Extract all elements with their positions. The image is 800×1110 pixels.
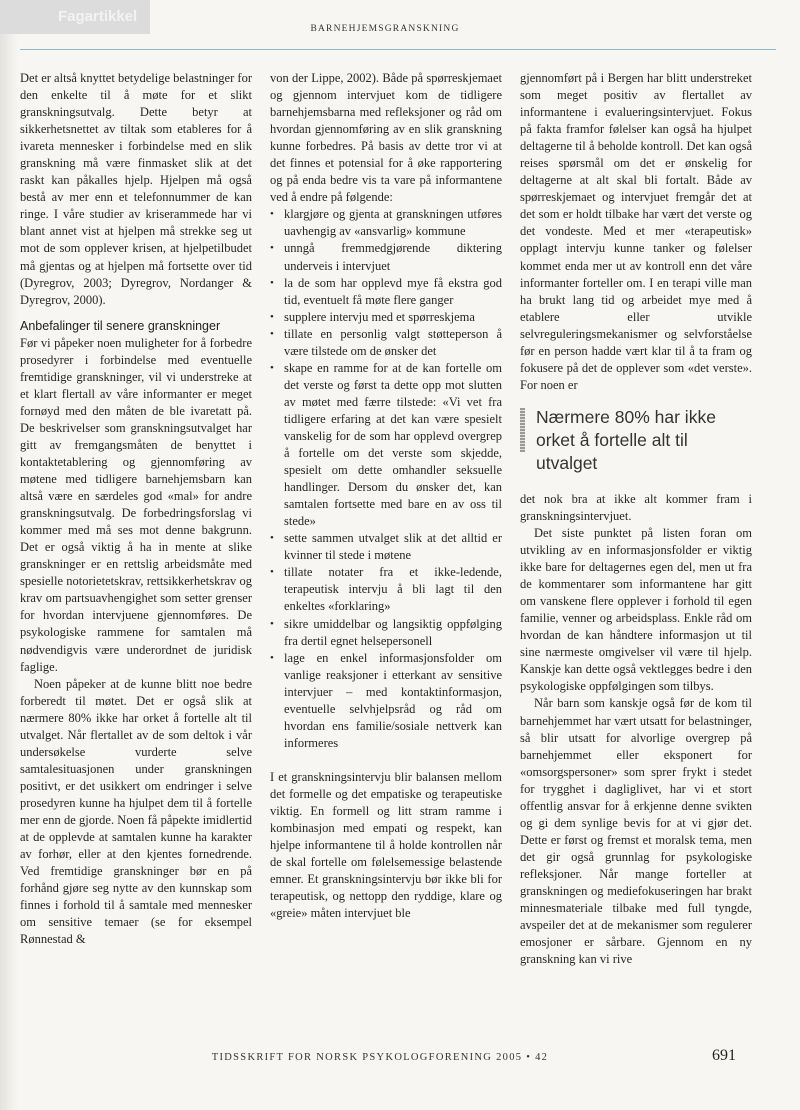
pull-quote-text: Nærmere 80% har ikke orket å fortelle alt til utvalget <box>536 406 716 473</box>
column-2 <box>270 70 502 922</box>
bullet-icon: • <box>270 208 274 221</box>
list-item: • unngå fremmedgjørende diktering underveis i intervjuet <box>270 241 502 273</box>
header-rule <box>20 49 776 50</box>
column-3 <box>520 70 752 968</box>
paragraph: Det siste punktet på listen foran om utvikling av en informasjonsfolder er viktig ikke bare for deltagernes egen del, men ut fra de kommentarer som informantene har gitt om vanskene flere opplever i forhold til egen familie, venner og arbeidsplass. Enkle råd om hvordan de kan håndtere informasjon ut til sine nærmeste omgivelser vil være til hjelp. Kanskje kan dette også vektlegges bedre i den psykologiske oppfølgingen som tilbys. <box>520 525 752 694</box>
bullet-icon: • <box>270 276 274 289</box>
list-item: • la de som har opplevd mye få ekstra god tid, eventuelt få møte flere ganger <box>270 275 502 307</box>
bullet-icon: • <box>270 566 274 579</box>
paragraph: Noen påpeker at de kunne blitt noe bedre forberedt til møtet. Det er også slik at nærmere 80% ikke har orket å fortelle alt til utvalget. Når flertallet av de som deltok i vår undersøkelse vurderte selve samtalesituasjonen under granskningen positivt, er det usikkert om endringer i selve prosedyren kunne ha hjulpet dem til å fortelle mer enn de gjorde. Noen få påpekte imidlertid at de opplevde at samtalen kunne ha karakter av forhør, eller at den kjentes fornedrende. Ved fremtidige granskninger bør en på forhånd gjøre seg nytte av den kunnskap som finnes i forhold til å samtale med mennesker om sensitive temaer (se for eksempel Rønnestad & <box>20 676 252 947</box>
list-item: • skape en ramme for at de kan fortelle om det verste og først ta dette opp mot slutten av møtet med færre tilstede: «Vi vet fra tidligere erfaring at det kan være spesielt vanskelig for de som har opplevd overgrep å fortelle om det verste som skjedde, spesielt om dette omhandler seksuelle handlinger. Dersom du ønsker det, kan samtalen fortsette med bare en av oss til stede» <box>270 360 502 529</box>
list-item: • klargjøre og gjenta at granskningen utføres uavhengig av «ansvarlig» kommune <box>270 207 502 239</box>
list-item: • sette sammen utvalget slik at det alltid er kvinner til stede i møtene <box>270 531 502 563</box>
list-item: • lage en enkel informasjonsfolder om vanlige reaksjoner i etterkant av sensitive intervjuer – med kontaktinformasjon, eventuelle selvhjelpsråd og råd om hvordan ens familie/sosiale nettverk kan informeres <box>270 650 502 750</box>
list-item: • tillate en personlig valgt støtteperson å være tilstede om de ønsker det <box>270 326 502 358</box>
bullet-icon: • <box>270 617 274 630</box>
bullet-icon: • <box>270 532 274 545</box>
bullet-icon: • <box>270 310 274 323</box>
paragraph: Det er altså knyttet betydelige belastninger for den enkelte til å møte for et slikt granskningsutvalg. Dette betyr at sikkerhetsnettet av tiltak som etableres for å ivareta mennesker i forbindelse med en slik granskning må være finmasket slik at det raskt kan påkalles hjelp. Hjelpen må også bestå av mer enn et telefonnummer de kan ringe. I våre studier av kriserammede har vi blant annet vist at hjelpen må strekke seg ut mot de som opplever krisen, at hjelpetilbudet må gjentas og at hjelpen må fortsette over tid (Dyregrov, 2003; Dyregrov, Nordanger & Dyregrov, 2000). <box>20 71 252 307</box>
paragraph: Når barn som kanskje også før de kom til barnehjemmet har vært utsatt for belastninger, så blir utsatt for alvorlige overgrep på barnehjemmet eller eksponert for «omsorgspersoner» som sprer frykt i stedet for trygghet i dagliglivet, har vi et stort offentlig ansvar for å erkjenne denne svikten og gi dem synlige bevis for at vi gjør det. Dette er først og fremst et moralsk tema, men det gir også grunnlag for psykologiske refleksjoner. Når mange forteller at granskningen og mediefokuseringen har brakt minnesmateriale tilbake med full tyngde, avspeiler det at de mekanismer som regulerer emosjoner er sårbare. Gjennom en ny granskning kan vi rive <box>520 696 752 967</box>
list-item: • supplere intervju med et spørreskjema <box>270 309 502 326</box>
bullet-icon: • <box>270 327 274 340</box>
bullet-icon: • <box>270 651 274 664</box>
page-edge <box>0 0 18 1110</box>
journal-footer: TIDSSKRIFT FOR NORSK PSYKOLOGFORENING 2005 • 42 <box>211 1052 549 1063</box>
paragraph: I et granskningsintervju blir balansen mellom det formelle og det empatiske og terapeutiske viktig. En formell og litt stram ramme i kombinasjon med empati og respekt, kan hjelpe informantene til å holde kontrollen når de skal fortelle om følelsemessige belastende emner. Et granskningsintervju bør ikke bli for terapeutisk, og nettopp den ryddige, klare og «greie» måten intervjuet ble <box>270 769 502 921</box>
paragraph: von der Lippe, 2002). Både på spørreskjemaet og gjennom intervjuet kom de tidligere barnehjemsbarna med refleksjoner og råd om hvordan gjennomføring av en slik granskning kunne forbedres. På basis av dette tror vi at det finnes et potensial for å øke rapportering og på enda bedre vis ta vare på informantene ved å endre på følgende: <box>270 71 502 205</box>
running-head: BARNEHJEMSGRANSKNING <box>310 24 460 34</box>
bullet-icon: • <box>270 242 274 255</box>
pull-quote-bar <box>520 408 525 452</box>
paragraph: gjennomført på i Bergen har blitt understreket som meget positiv av flertallet av informantene i evalueringsintervjuet. Fokus på fakta framfor følelser kan også ha hjulpet deltagerne til å beholde kontroll. Det kan også reises spørsmål om det er ønskelig for deltagerne at alt skal bli fortalt. Både av spørreskjemaet og intervjuet fremgår det at det som er holdt tilbake har vært det verste og det vondeste. Med et mer «terapeutisk» opplagt intervju kunne tanker og følelser kommet enda mer ut av kontroll enn det våre informanter forteller om. I en terapi ville man ha brukt lang tid og arbeidet mye med å etablere eller utvikle selvreguleringsmekanismer og selvforståelse før en person hadde vært klar til å ta fram og fokusere på det de opplever som «det verste». For noen er <box>520 71 752 392</box>
pull-quote <box>520 406 752 475</box>
section-tab: Fagartikkel <box>0 0 150 34</box>
page-number: 691 <box>712 1047 736 1064</box>
recommendation-list <box>270 206 502 752</box>
paragraph: det nok bra at ikke alt kommer fram i granskningsintervjuet. <box>520 491 752 523</box>
list-item: • sikre umiddelbar og langsiktig oppfølging fra dertil egnet helsepersonell <box>270 616 502 648</box>
column-1 <box>20 70 252 948</box>
paragraph: Før vi påpeker noen muligheter for å forbedre prosedyrer i forbindelse med eventuelle fremtidige granskninger, vil vi understreke at et klart flertall av våre informanter er meget fornøyd med den måten de ble ivaretatt på. De beskrivelser som granskningsutvalget har gitt av fremgangsmåten de benyttet i kontaktetablering og gjennomføring av møtene med tidligere barnehjemsbarn kan altså være en særdeles god «mal» for andre granskningsutvalg. De forbedringsforslag vi kommer med må ses mot denne bakgrunn. Det er også viktig å ha in mente at slike granskninger er en rettslig arbeidsmåte med spesielle notorietetskrav, rettsikkerhetskrav og krav om partsuavhengighet som setter grenser for hvordan intervjuene gjennomføres. De psykologiske rammene for samtalen må nødvendigvis være underordnet de juridisk faglige. <box>20 335 252 674</box>
section-heading: Anbefalinger til senere granskninger <box>20 318 221 333</box>
bullet-icon: • <box>270 361 274 374</box>
list-item: • tillate notater fra et ikke-ledende, terapeutisk intervju å bli lagt til den enkeltes «forklaring» <box>270 565 502 614</box>
